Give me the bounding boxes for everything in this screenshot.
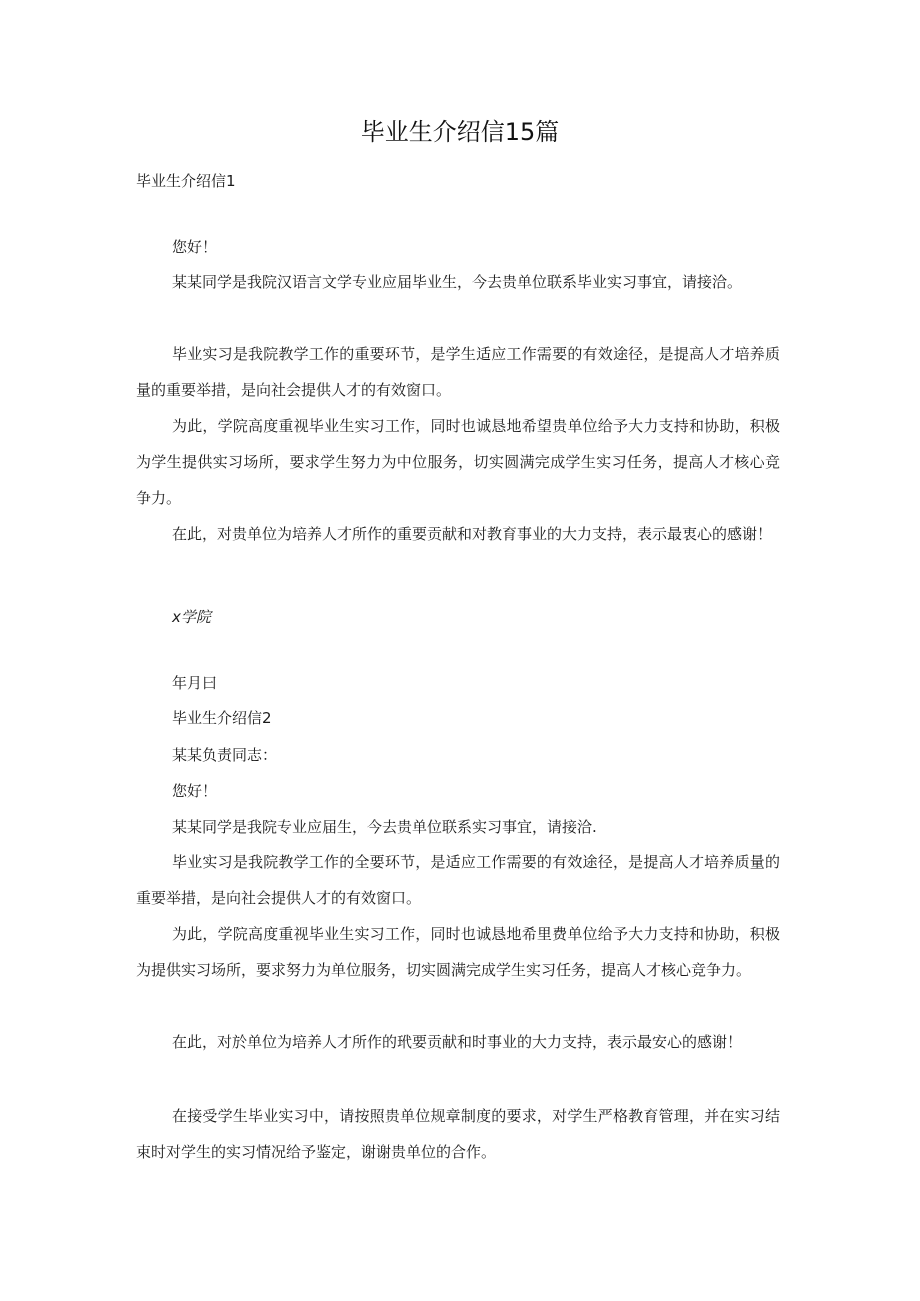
letter-1-date: 年月曰: [172, 674, 218, 692]
letter-1-paragraph: 毕业实习是我院教学工作的重要环节，是学生适应工作需要的有效途径，是提高人才培养质量的重要举措，是向社会提供人才的有效窗口。: [136, 345, 780, 399]
document-title: 毕业生介绍信15篇: [360, 118, 560, 146]
letter-1-paragraph: 为此，学院高度重视毕业生实习工作，同时也诚恳地希望贵单位给予大力支持和协助，积极为学生提供实习场所，要求学生努力为中位服务，切实圆满完成学生实习任务，提高人才核心竞争力。: [136, 417, 780, 507]
letter-2-paragraph: 在接受学生毕业实习中，请按照贵单位规章制度的要求，对学生严格教育管理，并在实习结束时对学生的实习情况给予鉴定，谢谢贵单位的合作。: [136, 1107, 780, 1161]
letter-2-paragraph: 毕业实习是我院教学工作的全要环节，是适应工作需要的有效途径，是提高人才培养质量的重要举措，是向社会提供人才的有效窗口。: [136, 853, 780, 907]
letter-2-paragraph: 在此，对於单位为培养人才所作的玳要贡献和时事业的大力支持，表示最安心的感谢！: [172, 1033, 743, 1051]
letter-1-signature: x学院: [172, 608, 211, 626]
letter-1-greeting: 您好！: [172, 238, 218, 256]
letter-2-intro: 某某同学是我院专业应届生，今去贵单位联系实习事宜，请接洽.: [172, 818, 597, 836]
letter-1-paragraph: 某某同学是我院汉语言文学专业应届毕业生，今去贵单位联系毕业实习事宜，请接洽。: [172, 273, 743, 291]
letter-2-heading: 毕业生介绍信2: [172, 709, 272, 727]
letter-2-greeting: 您好！: [172, 782, 218, 800]
letter-1-heading: 毕业生介绍信1: [136, 172, 236, 190]
letter-2-paragraph: 为此，学院高度重视毕业生实习工作，同时也诚恳地希里费单位给予大力支持和协助，积极为提供实习场所，要求努力为单位服务，切实圆满完成学生实习任务，提高人才核心竞争力。: [136, 925, 780, 979]
letter-1-paragraph: 在此，对贵单位为培养人才所作的重要贡献和对教育事业的大力支持，表示最衷心的感谢！: [172, 525, 773, 543]
letter-2-salutation: 某某负责同志：: [172, 746, 278, 764]
